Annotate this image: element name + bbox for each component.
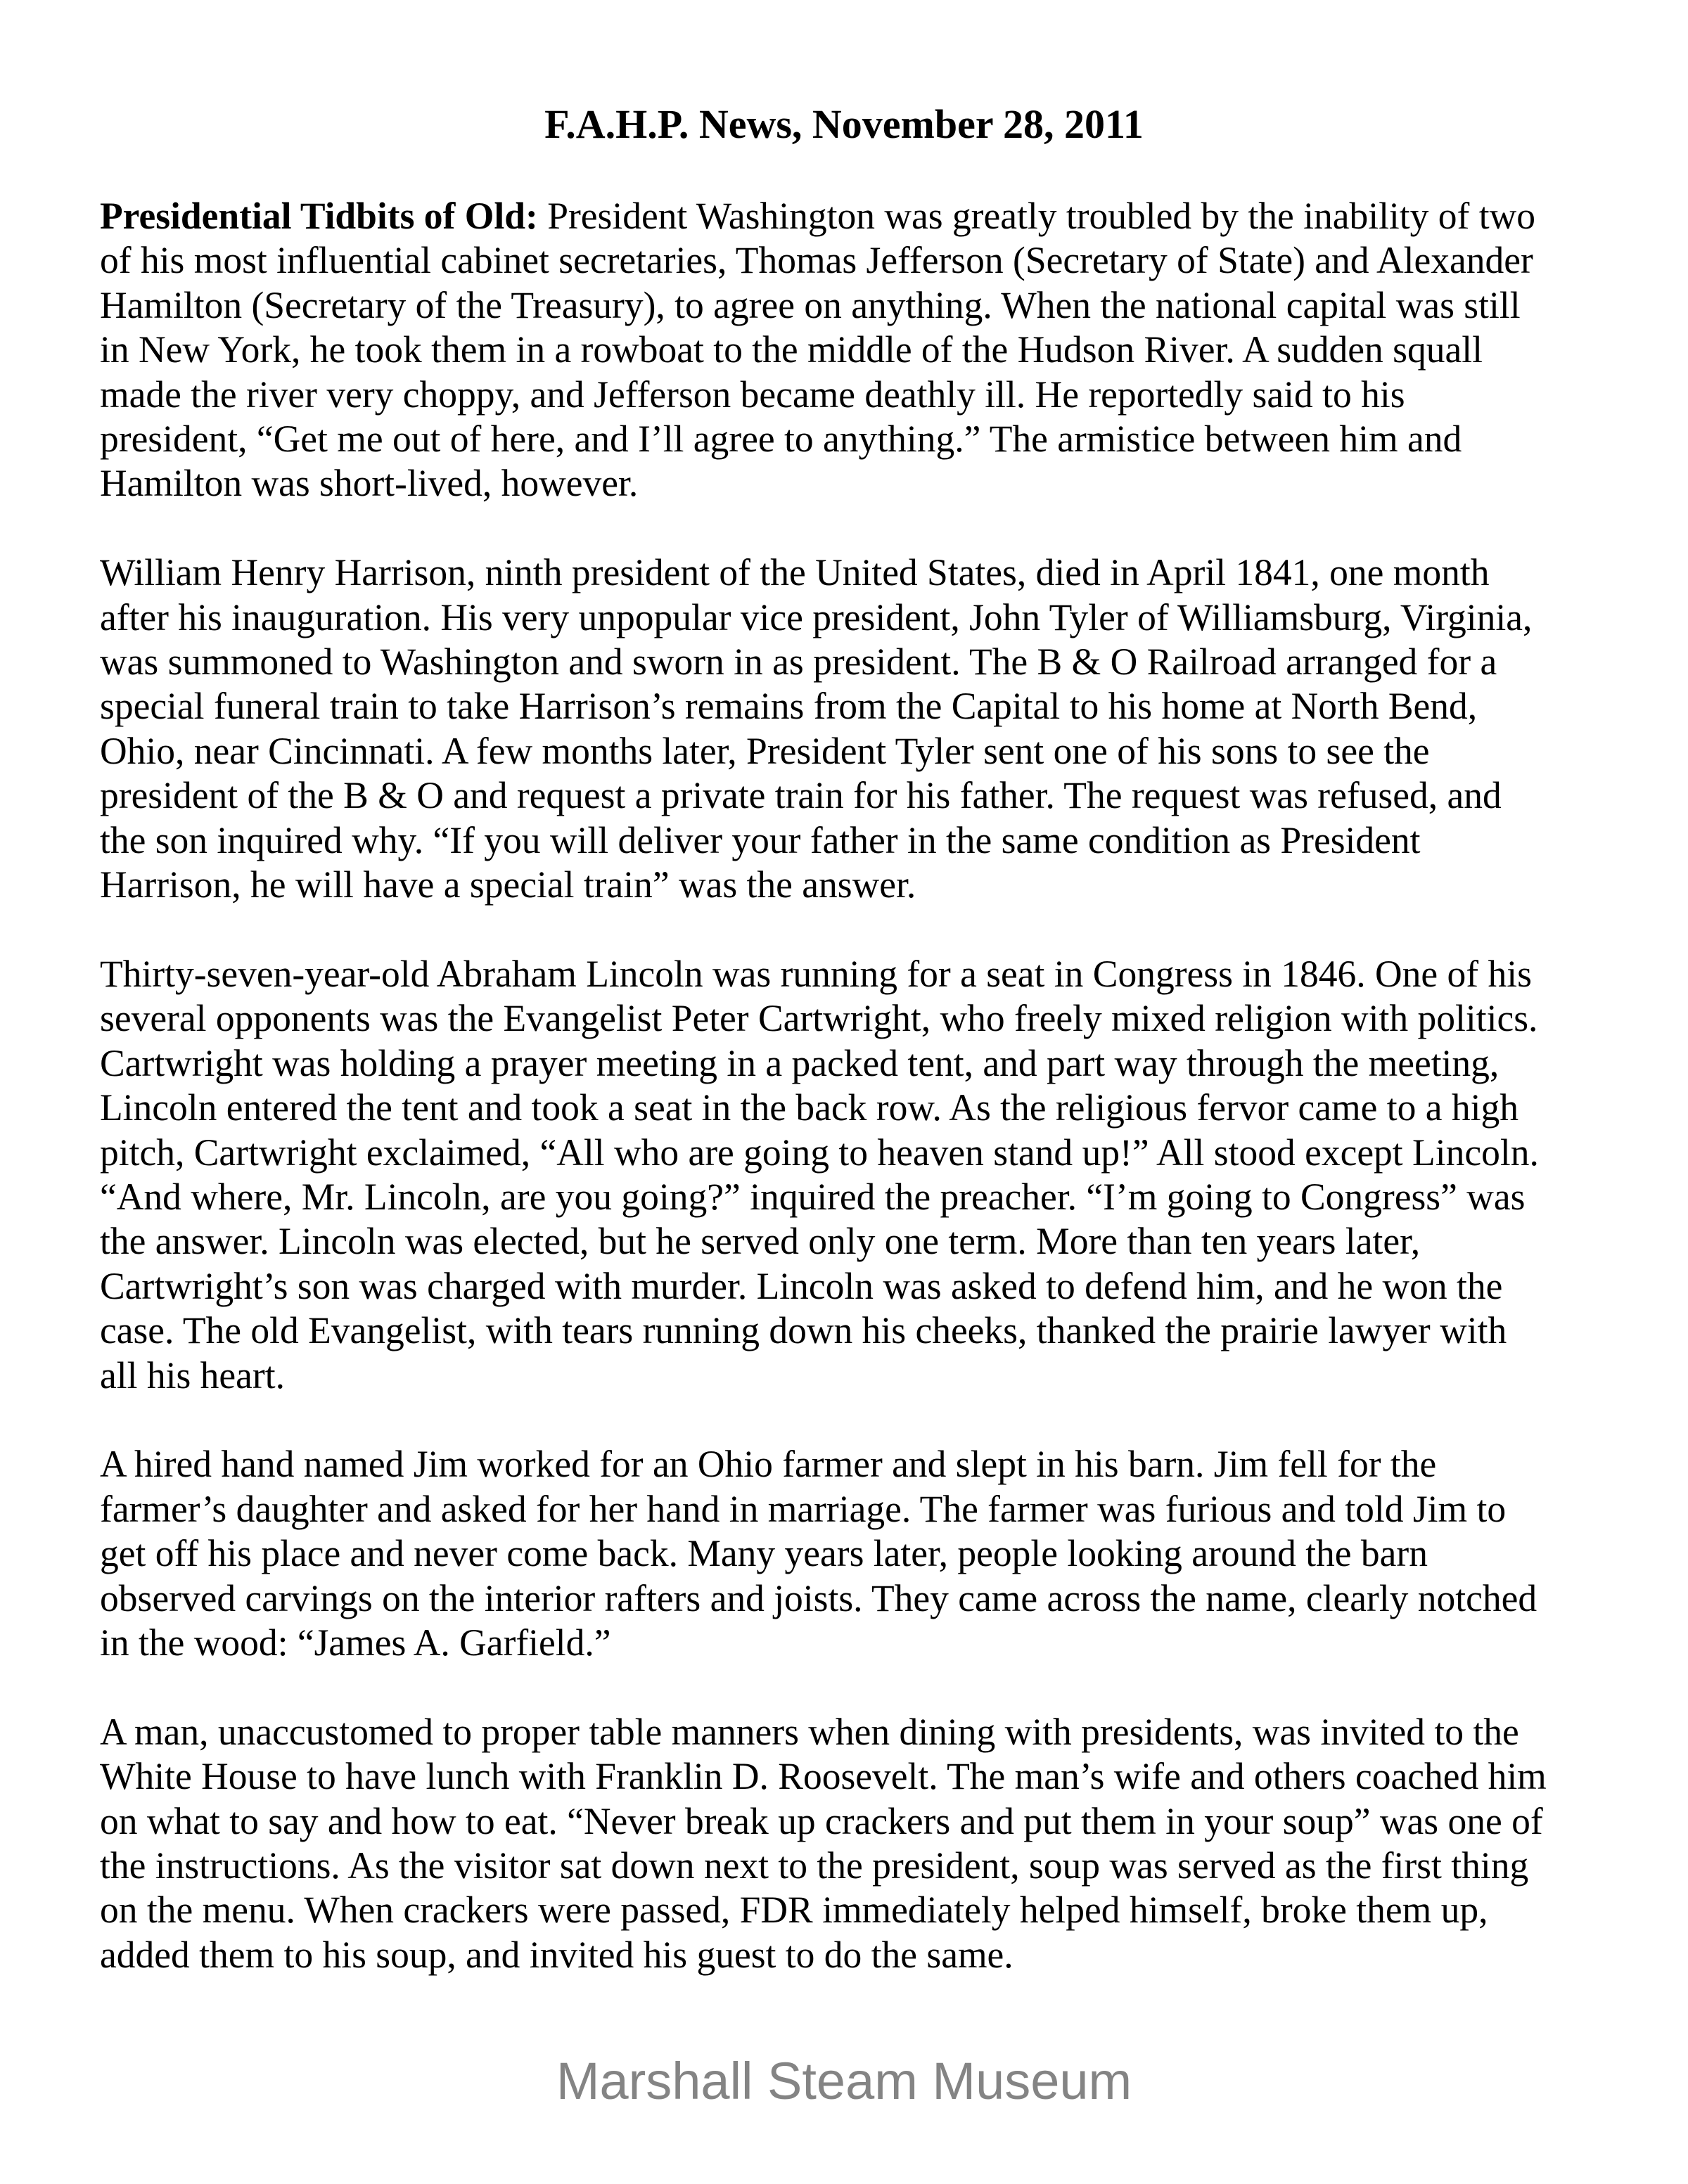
text-line [100, 1086, 1605, 1130]
paragraph [100, 194, 1605, 506]
line-text: on what to say and how to eat. “Never break up crackers and put them in your soup” was one of [100, 1799, 1543, 1842]
paragraph [100, 952, 1605, 1398]
text-line [100, 1487, 1605, 1531]
text-line [100, 996, 1605, 1041]
paragraph [100, 551, 1605, 907]
text-line [100, 1710, 1605, 1754]
line-text: observed carvings on the interior rafters and joists. They came across the name, clearly notched [100, 1576, 1537, 1619]
line-text: the son inquired why. “If you will deliver your father in the same condition as President [100, 818, 1421, 861]
text-line [100, 1933, 1605, 1977]
text-line [100, 461, 1605, 506]
text-line [100, 283, 1605, 328]
line-text: Hamilton (Secretary of the Treasury), to agree on anything. When the national capital was still [100, 283, 1521, 326]
text-line [100, 1131, 1605, 1175]
line-text: added them to his soup, and invited his guest to do the same. [100, 1933, 1014, 1976]
line-text: after his inauguration. His very unpopular vice president, John Tyler of Williamsburg, Virginia, [100, 596, 1533, 638]
text-line [100, 1531, 1605, 1576]
text-line [100, 1175, 1605, 1219]
text-line [100, 1799, 1605, 1844]
text-line [100, 1309, 1605, 1353]
line-text: several opponents was the Evangelist Peter Cartwright, who freely mixed religion with politics. [100, 997, 1538, 1040]
text-line [100, 596, 1605, 640]
line-text: White House to have lunch with Franklin D. Roosevelt. The man’s wife and others coached him [100, 1755, 1547, 1798]
text-line [100, 1576, 1605, 1621]
line-text: Ohio, near Cincinnati. A few months later, President Tyler sent one of his sons to see the [100, 729, 1430, 772]
text-line [100, 373, 1605, 417]
page-title: F.A.H.P. News, November 28, 2011 [544, 101, 1144, 147]
text-line [100, 1888, 1605, 1932]
article-body [100, 194, 1605, 2022]
line-text: of his most influential cabinet secretaries, Thomas Jefferson (Secretary of State) and Alexander [100, 239, 1533, 282]
text-line [100, 1754, 1605, 1799]
line-text: in the wood: “James A. Garfield.” [100, 1621, 611, 1664]
line-text: Cartwright was holding a prayer meeting in a packed tent, and part way through the meeting, [100, 1041, 1500, 1084]
line-text: president, “Get me out of here, and I’ll agree to anything.” The armistice between him and [100, 418, 1462, 461]
line-text: Thirty-seven-year-old Abraham Lincoln was running for a seat in Congress in 1846. One of his [100, 952, 1532, 995]
text-line [100, 1442, 1605, 1486]
text-line [100, 1844, 1605, 1888]
text-line [100, 1041, 1605, 1086]
line-text: special funeral train to take Harrison’s remains from the Capital to his home at North Bend, [100, 685, 1478, 728]
line-text: Harrison, he will have a special train” was the answer. [100, 863, 916, 906]
text-line [100, 1219, 1605, 1264]
text-line [100, 818, 1605, 863]
line-text: all his heart. [100, 1354, 285, 1396]
line-text: Lincoln entered the tent and took a seat in the back row. As the religious fervor came to a high [100, 1086, 1518, 1129]
paragraph [100, 1710, 1605, 1977]
text-line [100, 328, 1605, 372]
line-text: was summoned to Washington and sworn in as president. The B & O Railroad arranged for a [100, 641, 1497, 683]
text-line [100, 773, 1605, 818]
line-text: made the river very choppy, and Jefferson became deathly ill. He reportedly said to his [100, 373, 1405, 416]
line-text: the answer. Lincoln was elected, but he served only one term. More than ten years later, [100, 1220, 1421, 1263]
text-line [100, 194, 1605, 238]
line-text: pitch, Cartwright exclaimed, “All who are going to heaven stand up!” All stood except Lincoln. [100, 1131, 1539, 1174]
text-line [100, 1264, 1605, 1309]
line-text: get off his place and never come back. Many years later, people looking around the barn [100, 1532, 1428, 1575]
watermark: Marshall Steam Museum [556, 2052, 1132, 2110]
line-text: case. The old Evangelist, with tears running down his cheeks, thanked the prairie lawyer with [100, 1309, 1507, 1352]
text-line [100, 551, 1605, 595]
line-text: President Washington was greatly troubled by the inability of two [537, 195, 1535, 237]
text-line [100, 863, 1605, 907]
text-line [100, 684, 1605, 728]
line-text: farmer’s daughter and asked for her hand in marriage. The farmer was furious and told Jim to [100, 1487, 1507, 1530]
line-text: the instructions. As the visitor sat down next to the president, soup was served as the first thing [100, 1844, 1529, 1887]
line-text: “And where, Mr. Lincoln, are you going?” inquired the preacher. “I’m going to Congress” was [100, 1175, 1526, 1218]
text-line [100, 952, 1605, 996]
line-text: Cartwright’s son was charged with murder. Lincoln was asked to defend him, and he won the [100, 1264, 1503, 1307]
text-line [100, 417, 1605, 461]
line-text: Hamilton was short-lived, however. [100, 462, 639, 505]
text-line [100, 238, 1605, 283]
line-text: A hired hand named Jim worked for an Ohio farmer and slept in his barn. Jim fell for the [100, 1443, 1437, 1486]
line-text: William Henry Harrison, ninth president of the United States, died in April 1841, one month [100, 551, 1490, 594]
line-text: in New York, he took them in a rowboat to the middle of the Hudson River. A sudden squall [100, 328, 1483, 371]
text-line [100, 729, 1605, 773]
paragraph [100, 1442, 1605, 1665]
line-text: on the menu. When crackers were passed, FDR immediately helped himself, broke them up, [100, 1889, 1488, 1932]
line-text: president of the B & O and request a private train for his father. The request was refused, and [100, 774, 1502, 817]
section-lead: Presidential Tidbits of Old: [100, 195, 538, 237]
text-line [100, 1354, 1605, 1398]
text-line [100, 1621, 1605, 1665]
line-text: A man, unaccustomed to proper table manners when dining with presidents, was invited to the [100, 1710, 1519, 1753]
text-line [100, 640, 1605, 684]
